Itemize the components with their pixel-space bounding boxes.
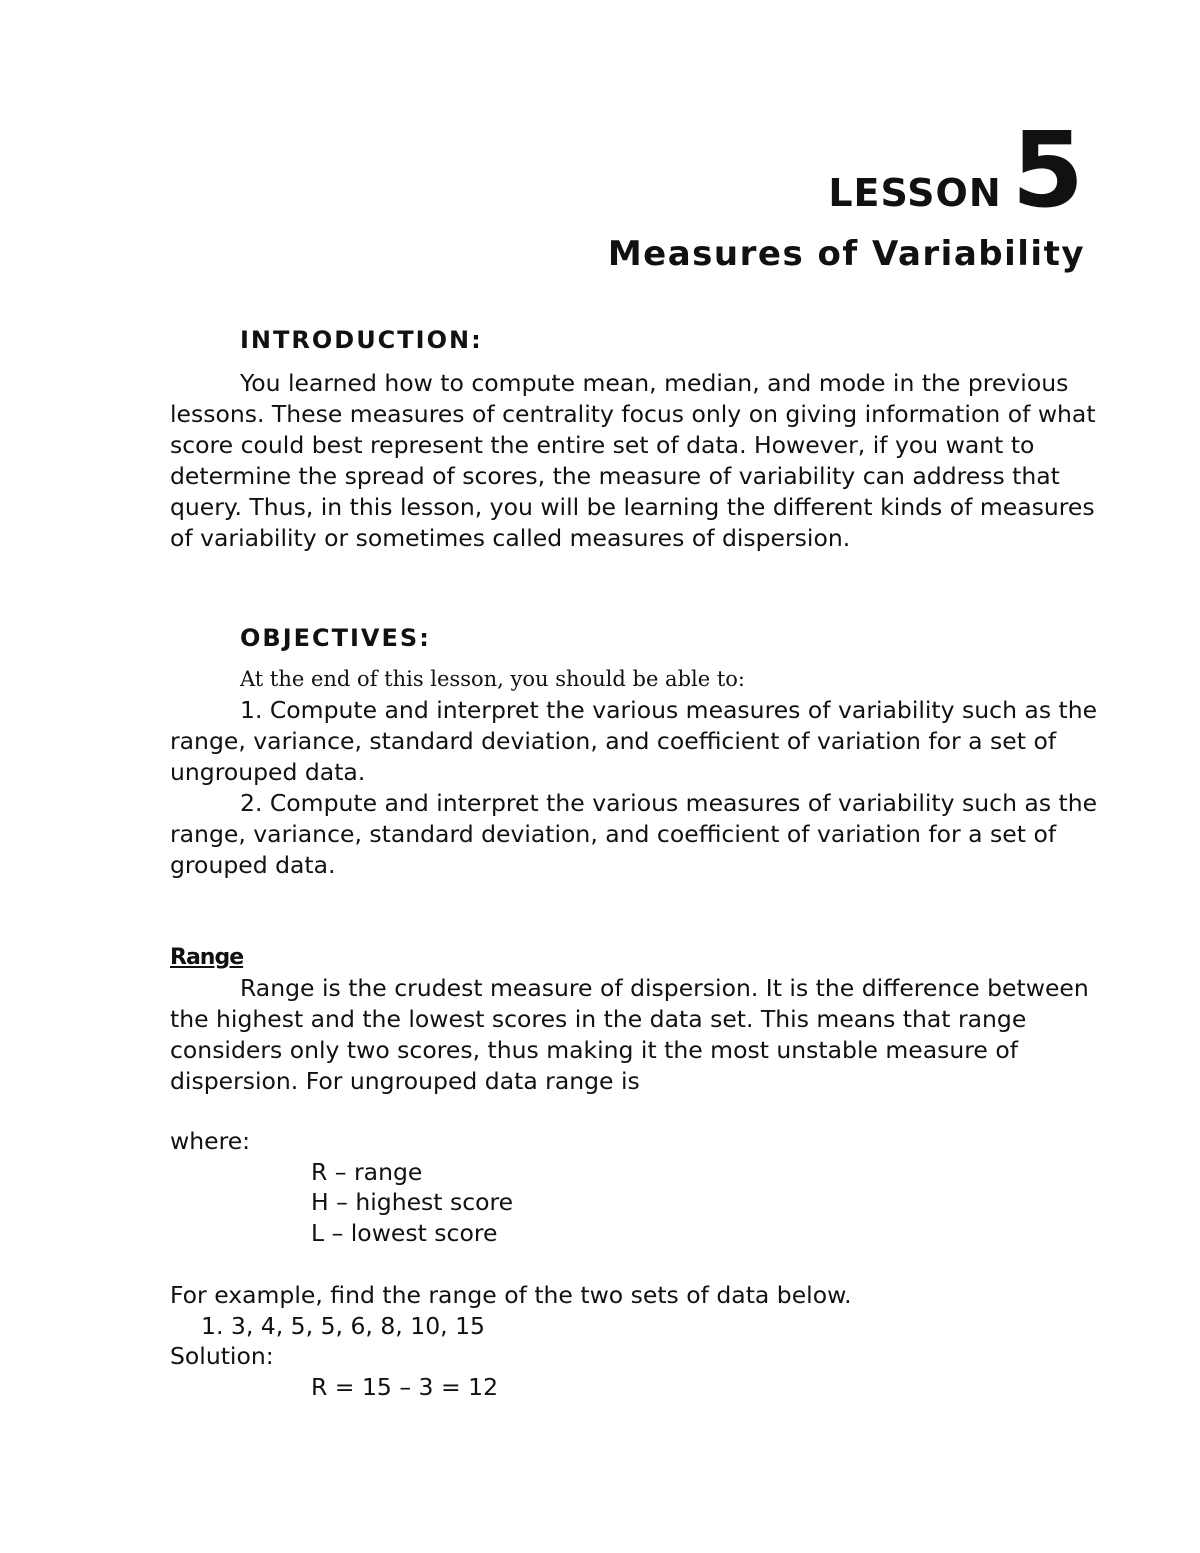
range-paragraph: Range is the crudest measure of dispersion. It is the difference between the highest and the lowest scores in the data set. This means that range considers only two scores, thus making it the most unstable measure of dispersion. For ungrouped data range is <box>170 974 1089 1095</box>
definition-item: H – highest score <box>311 1188 514 1216</box>
lesson-label: LESSON <box>828 171 1002 215</box>
lesson-title: Measures of Variability <box>607 234 1085 274</box>
objectives-heading: OBJECTIVES: <box>240 624 431 652</box>
objectives-lead: At the end of this lesson, you should be able to: <box>240 667 745 691</box>
lesson-header <box>828 109 1084 231</box>
example-item: 1. 3, 4, 5, 5, 6, 8, 10, 15 <box>201 1312 485 1340</box>
definition-item: L – lowest score <box>311 1219 498 1247</box>
lesson-number: 5 <box>1011 109 1084 231</box>
definition-item: R – range <box>311 1158 423 1186</box>
introduction-heading: INTRODUCTION: <box>240 326 483 354</box>
objective-item: 2. Compute and interpret the various measures of variability such as the range, variance, standard deviation, and coefficient of variation for a set of grouped data. <box>170 789 1098 879</box>
where-label: where: <box>170 1127 251 1155</box>
solution-equation: R = 15 – 3 = 12 <box>311 1373 499 1401</box>
solution-label: Solution: <box>170 1342 274 1370</box>
introduction-paragraph: You learned how to compute mean, median, and mode in the previous lessons. These measures of centrality focus only on giving information of what score could best represent the entire set of data. However, if you want to determine the spread of scores, the measure of variability can address that query. Thus, in this lesson, you will be learning the different kinds of measures of variability or sometimes called measures of dispersion. <box>170 369 1096 552</box>
range-heading: Range <box>170 945 244 970</box>
objective-item: 1. Compute and interpret the various measures of variability such as the range, variance, standard deviation, and coefficient of variation for a set of ungrouped data. <box>170 696 1098 786</box>
example-intro: For example, find the range of the two sets of data below. <box>170 1281 852 1309</box>
